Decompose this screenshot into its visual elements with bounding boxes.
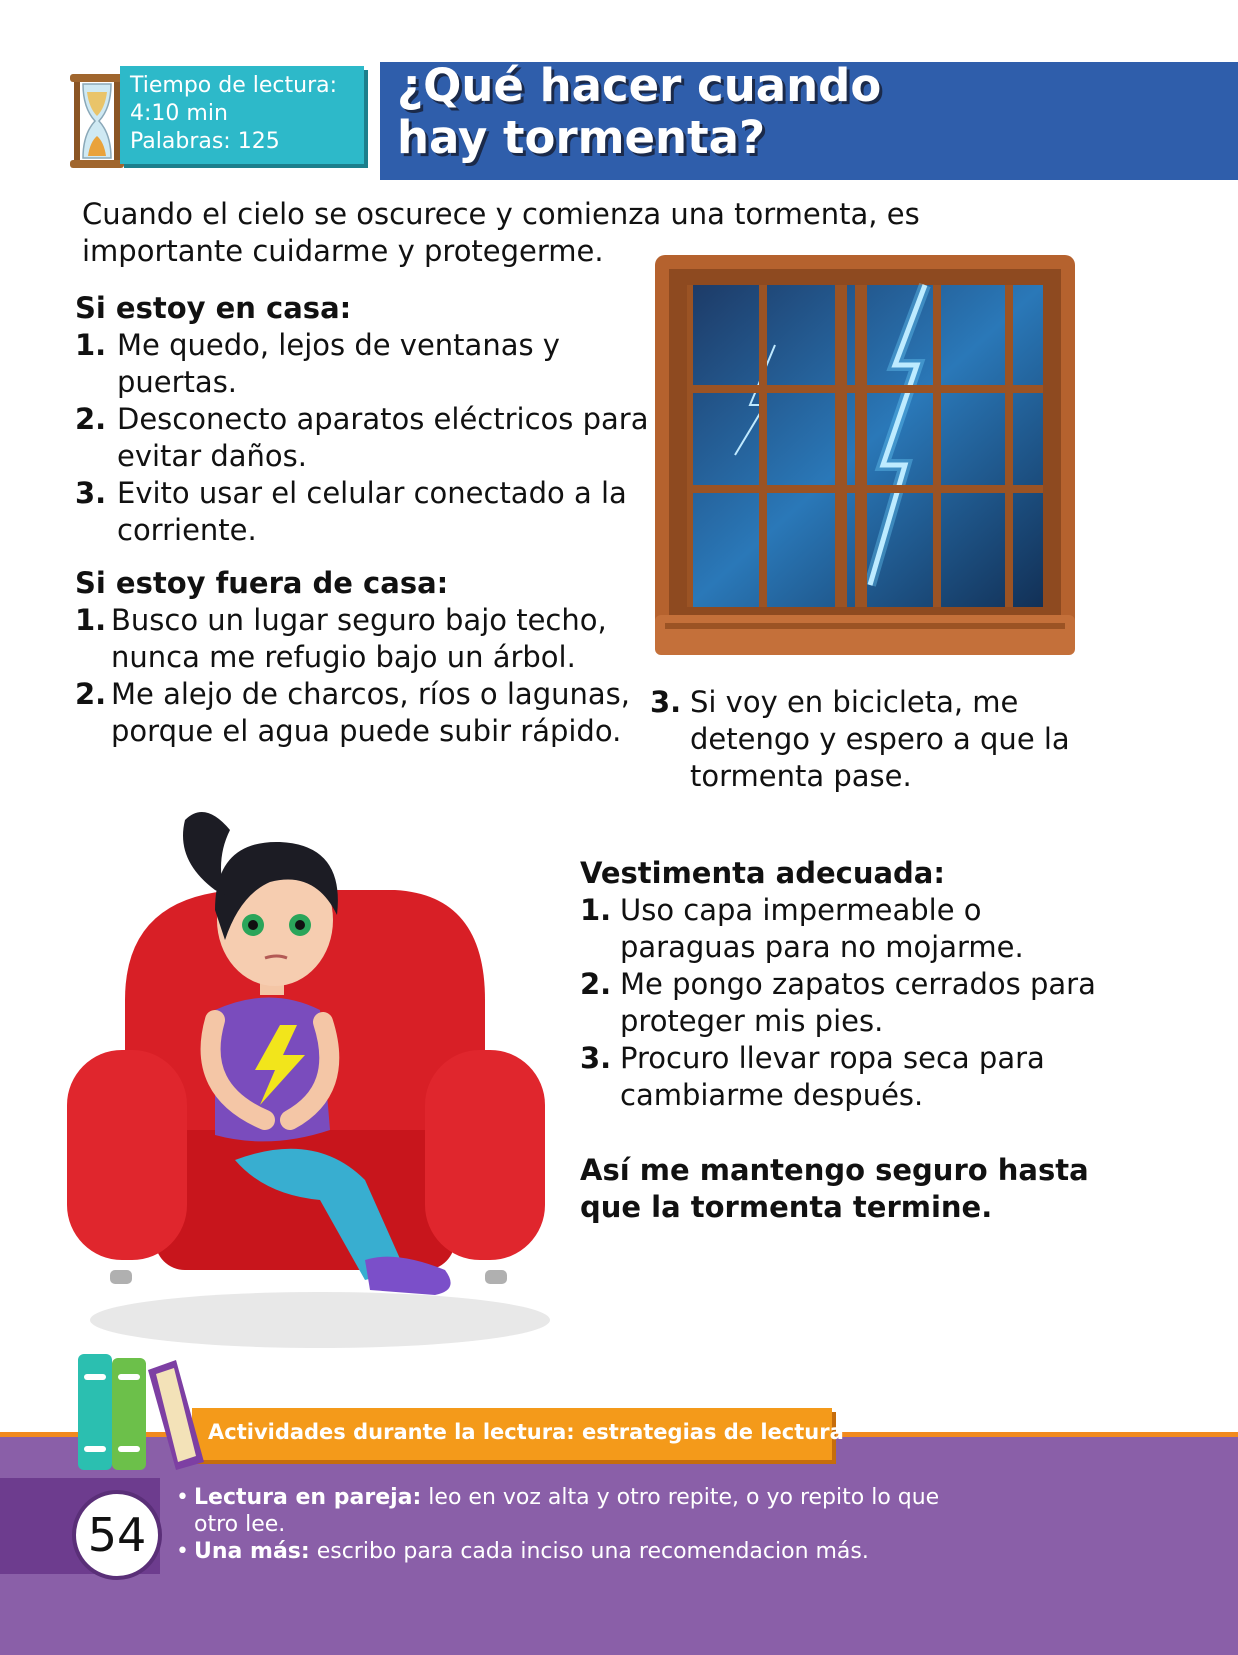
bullet-text: escribo para cada inciso una recomendacion más. [309, 1539, 869, 1564]
list-item [580, 1040, 1100, 1114]
bullet-label: Lectura en pareja: [194, 1485, 422, 1510]
page-title [397, 60, 1217, 164]
reading-time-label: Tiempo de lectura: [130, 73, 338, 98]
bullet-label: Una más: [194, 1539, 310, 1564]
item-text: Me alejo de charcos, ríos o lagunas, porque el agua puede subir rápido. [111, 677, 630, 748]
reading-info-box [120, 66, 364, 164]
item-number: 2. [75, 402, 107, 436]
activities-list [176, 1484, 976, 1565]
item-text: Busco un lugar seguro bajo techo, nunca me refugio bajo un árbol. [111, 603, 607, 674]
outside-section [75, 565, 655, 750]
list-item [75, 676, 655, 750]
clothing-section [580, 855, 1100, 1114]
item-number: 1. [75, 603, 107, 637]
home-heading: Si estoy en casa: [75, 291, 352, 325]
word-count: Palabras: 125 [130, 129, 280, 154]
list-item [75, 401, 655, 475]
item-number: 1. [75, 328, 107, 362]
list-item [650, 684, 1070, 795]
title-line-1: ¿Qué hacer cuando [397, 59, 882, 112]
item-number: 2. [75, 677, 107, 711]
list-item [75, 327, 655, 401]
list-item [176, 1538, 976, 1565]
item-number: 3. [75, 476, 107, 510]
books-icon [76, 1352, 206, 1472]
girl-armchair-illustration [65, 800, 585, 1355]
bullet-icon: • [176, 1485, 189, 1510]
page-number: 54 [72, 1490, 162, 1580]
bullet-icon: • [176, 1539, 189, 1564]
clothing-heading: Vestimenta adecuada: [580, 856, 945, 890]
item-text: Evito usar el celular conectado a la corriente. [117, 476, 627, 547]
item-text: Uso capa impermeable o paraguas para no mojarme. [620, 893, 1024, 964]
intro-paragraph: Cuando el cielo se oscurece y comienza una tormenta, es importante cuidarme y protegerme. [82, 197, 920, 268]
list-item [580, 892, 1100, 966]
bullet-text: leo en voz alta y otro repite, o yo repito lo que otro lee. [194, 1485, 940, 1537]
reading-time-value: 4:10 min [130, 101, 228, 126]
item-number: 3. [580, 1041, 612, 1075]
list-item [580, 966, 1100, 1040]
list-item [176, 1484, 976, 1538]
item-number: 3. [650, 685, 682, 719]
storm-window-illustration [655, 255, 1075, 655]
item-text: Desconecto aparatos eléctricos para evitar daños. [117, 402, 649, 473]
item-text: Procuro llevar ropa seca para cambiarme después. [620, 1041, 1045, 1112]
hourglass-icon [68, 72, 126, 170]
title-line-2: hay tormenta? [397, 111, 766, 164]
closing-paragraph: Así me mantengo seguro hasta que la tormenta termine. [580, 1153, 1089, 1224]
home-section [75, 290, 655, 549]
outside-heading: Si estoy fuera de casa: [75, 566, 449, 600]
item-text: Me quedo, lejos de ventanas y puertas. [117, 328, 560, 399]
activities-title: Actividades durante la lectura: estrategias de lectura [208, 1420, 844, 1444]
item-number: 1. [580, 893, 612, 927]
item-text: Si voy en bicicleta, me detengo y espero a que la tormenta pase. [690, 685, 1070, 793]
list-item [75, 602, 655, 676]
item-text: Me pongo zapatos cerrados para proteger mis pies. [620, 967, 1096, 1038]
list-item [75, 475, 655, 549]
item-number: 2. [580, 967, 612, 1001]
